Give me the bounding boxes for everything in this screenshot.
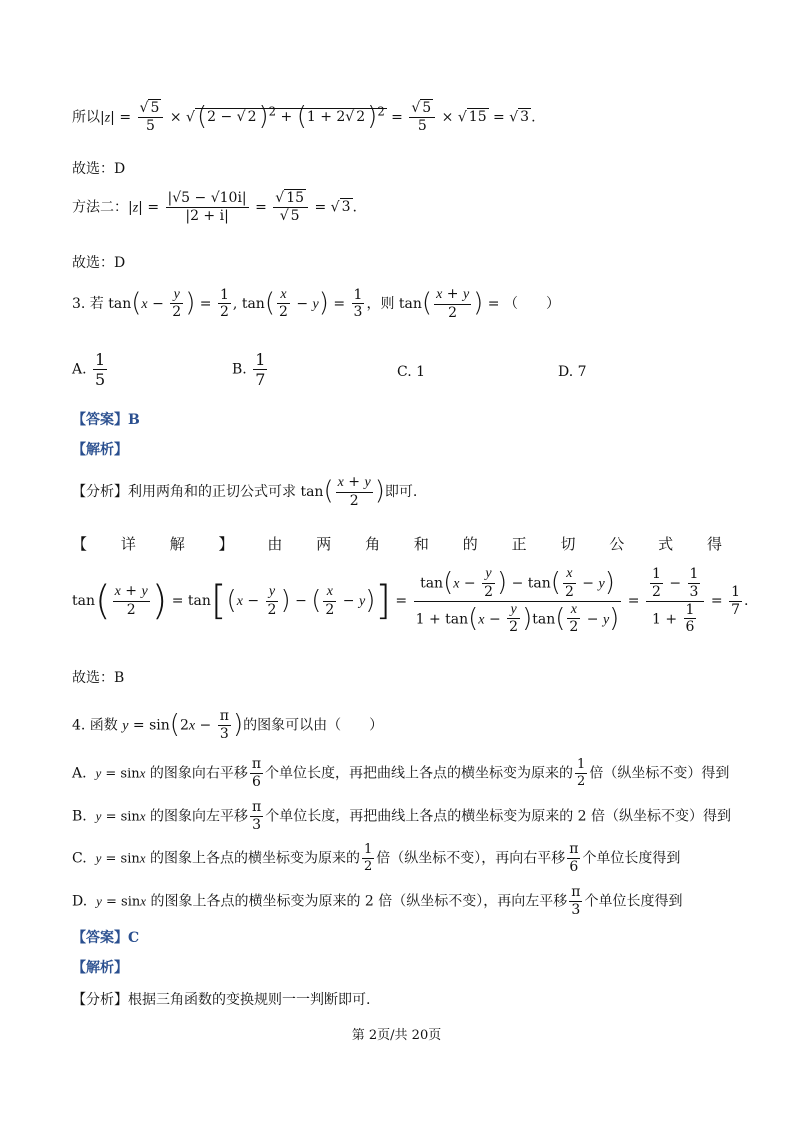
line-prefix: 所以: [72, 109, 100, 126]
page-footer: 第 2页/共 20页: [351, 1028, 442, 1043]
q4-option-d: D. y = sinx 的图象上各点的横坐标变为原来的 2 倍（纵坐标不变），再向左平移 $\frac{\pi}{3}$ 个单位长度得到: [72, 884, 683, 918]
option-a: A. $\frac{1}{5}$: [72, 350, 106, 389]
fraction: $\frac{√ 15}{√ 5}$: [273, 190, 308, 225]
analysis-3: 【分析】利用两角和的正切公式可求 tan( $\frac{x + y}{2}$ )即可.: [72, 474, 418, 509]
option-d: D. 7: [558, 364, 587, 380]
selection-2: 故选：D: [72, 255, 126, 271]
q4-option-a: A. y = sinx 的图象向右平移 $\frac{\pi}{6}$ 个单位长度，再把曲线上各点的横坐标变为原来的 $\frac{1}{2}$ 倍（纵坐标不变）得到: [72, 756, 730, 790]
selection-3: 故选：B: [72, 670, 125, 686]
analysis-4: 【分析】根据三角函数的变换规则一一判断即可.: [72, 992, 371, 1008]
detail-header: 【 详 解 】 由 两 角 和 的 正 切 公 式 得: [72, 535, 722, 553]
q4-option-c: C. y = sinx 的图象上各点的横坐标变为原来的 $\frac{1}{2}$ 倍（纵坐标不变），再向右平移 $\frac{\pi}{6}$ 个单位长度得到: [72, 841, 681, 875]
analysis-header-3: 【解析】: [72, 442, 128, 458]
q4-option-b: B. y = sinx 的图象向左平移 $\frac{\pi}{3}$ 个单位长度，再把曲线上各点的横坐标变为原来的 2 倍（纵坐标不变）得到: [72, 799, 732, 833]
question-3: 3. 若 tan(x − $\frac{y}{2}$ ) = $\frac{1}{2}$ , tan( $\frac{x}{2}$ − y) = $\frac{1}{3}$ ，则 tan( $\frac{x + y}{2}$ ) = （ ）: [72, 286, 560, 321]
line-modulus-calc: 所以|z| = $\frac{√ 5}{5}$ × √(2 − √ 2)$^2$ + (1 + 2√ 2)$^2$ = $\frac{√ 5}{5}$ × √ 15 = √ 3 .: [72, 100, 536, 134]
fraction: $\frac{√ 5}{5}$: [138, 100, 164, 135]
method-two: 方法二：|z| = $\frac{|√5 - √10i|}{|2 + i|}$ = $\frac{√ 15}{√ 5}$ = √ 3 .: [72, 190, 357, 224]
option-b: B. $\frac{1}{7}$: [232, 350, 266, 389]
fraction: $\frac{√ 5}{5}$: [409, 100, 435, 135]
selection-1: 故选：D: [72, 161, 126, 177]
answer-3: 【答案】B: [72, 412, 140, 428]
question-4: 4. 函数 y = sin(2x − $\frac{\pi}{3}$ )的图象可以由（ ）: [72, 708, 384, 742]
option-c: C. 1: [397, 364, 426, 380]
big-fraction: tan(x − $\frac{y}{2}$ ) − tan( $\frac{x}{2}$ − y) 1 + tan(x − $\frac{y}{2}$ )tan( $\frac{x}{2}$ − y): [415, 566, 620, 636]
fraction: $\frac{|√5 - √10i|}{|2 + i|}$: [167, 190, 247, 224]
analysis-header-4: 【解析】: [72, 960, 128, 976]
tangent-sum-derivation: tan( $\frac{x + y}{2}$ ) = tan[(x − $\frac{y}{2}$ ) − ( $\frac{x}{2}$ − y)] = tan(x − $\frac{y}{2}$ ) − tan( $\frac{x}{2}$ − y) 1 + tan(x − $\frac{y}{2}$ )tan( $\frac{x}{2}$ − y) = $\frac{1}{2}$ − $\frac{1}{3}$ 1 + $\frac{1}{6}$ = $\frac{1}{7}$ .: [72, 566, 749, 636]
answer-4: 【答案】C: [72, 930, 140, 946]
